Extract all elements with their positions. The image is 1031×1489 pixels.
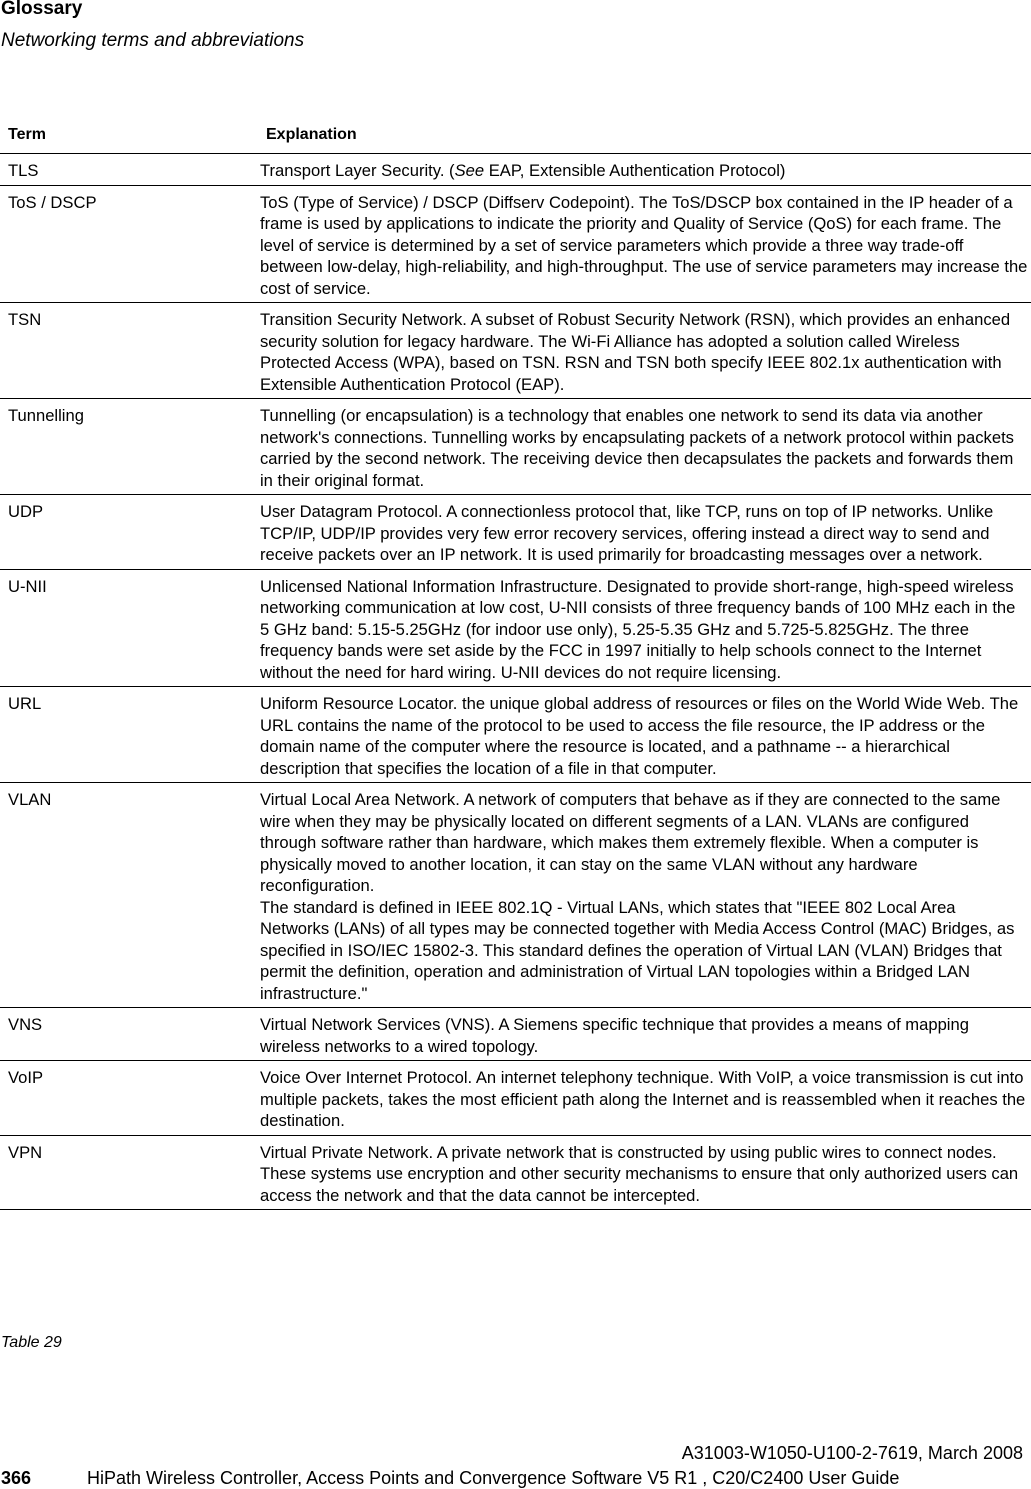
table-row (0, 495, 1031, 570)
explanation-text: EAP, Extensible Authentication Protocol) (484, 161, 786, 180)
table-row (0, 399, 1031, 495)
term-cell: TSN (0, 303, 258, 399)
page-footer (1, 1467, 1027, 1489)
explanation-cell: Unlicensed National Information Infrastructure. Designated to provide short-range, high-speed wireless networking communication at low cost, U-NII consists of three frequency bands of 100 MHz each in the 5 GHz band: 5.15-5.25GHz (for indoor use only), 5.25-5.35 GHz and 5.725-5.825GHz. The three frequency bands were set aside by the FCC in 1997 initially to help schools connect to the Internet without the need for hard wiring. U-NII devices do not require licensing. (258, 569, 1031, 687)
table-row (0, 1061, 1031, 1136)
column-header-term: Term (0, 115, 258, 154)
page-subtitle: Networking terms and abbreviations (1, 30, 305, 51)
term-cell: UDP (0, 495, 258, 570)
table-row (0, 1008, 1031, 1061)
explanation-cell (258, 783, 1031, 1008)
explanation-cell: ToS (Type of Service) / DSCP (Diffserv Codepoint). The ToS/DSCP box contained in the IP header of a frame is used by applications to indicate the priority and Quality of Service (QoS) for each frame. The level of service is determined by a set of service parameters which provide a three way trade-off between low-delay, high-reliability, and high-throughput. The use of service parameters may increase the cost of service. (258, 185, 1031, 303)
term-cell: VPN (0, 1135, 258, 1210)
explanation-cell: User Datagram Protocol. A connectionless protocol that, like TCP, runs on top of IP networks. Unlike TCP/IP, UDP/IP provides very few error recovery services, offering instead a direct way to send and receive packets over an IP network. It is used primarily for broadcasting messages over a network. (258, 495, 1031, 570)
explanation-cell: Uniform Resource Locator. the unique global address of resources or files on the World Wide Web. The URL contains the name of the protocol to be used to access the file resource, the IP address or the domain name of the computer where the resource is located, and a pathname -- a hierarchical description that specifies the location of a file in that computer. (258, 687, 1031, 783)
table-row (0, 687, 1031, 783)
guide-title: HiPath Wireless Controller, Access Points and Convergence Software V5 R1 , C20/C2400 User Guide (87, 1468, 900, 1488)
document-id: A31003-W1050-U100-2-7619, March 2008 (681, 1443, 1023, 1463)
term-cell: Tunnelling (0, 399, 258, 495)
explanation-cell: Virtual Private Network. A private network that is constructed by using public wires to connect nodes. These systems use encryption and other security mechanisms to ensure that only authorized users can access the network and that the data cannot be intercepted. (258, 1135, 1031, 1210)
table-row (0, 1135, 1031, 1210)
page-number: 366 (1, 1468, 32, 1488)
term-cell: VLAN (0, 783, 258, 1008)
term-cell: ToS / DSCP (0, 185, 258, 303)
table-row (0, 783, 1031, 1008)
explanation-paragraph: The standard is defined in IEEE 802.1Q - Virtual LANs, which states that "IEEE 802 Local Area Networks (LANs) of all types may be connected together with Media Access Control (MAC) Bridges, as specified in ISO/IEC 15802-3. This standard defines the operation of Virtual LAN (VLAN) Bridges that permit the definition, operation and administration of Virtual LAN topologies within a Bridged LAN infrastructure." (260, 897, 1015, 1003)
page-title: Glossary (1, 0, 83, 19)
table-row (0, 569, 1031, 687)
term-cell: VNS (0, 1008, 258, 1061)
column-header-explanation: Explanation (258, 115, 1031, 154)
explanation-cell: Voice Over Internet Protocol. An internet telephony technique. With VoIP, a voice transmission is cut into multiple packets, takes the most efficient path along the Internet and is reassembled when it reaches the destination. (258, 1061, 1031, 1136)
table-caption: Table 29 (1, 1334, 62, 1351)
see-reference: See (454, 161, 485, 180)
explanation-cell: Transition Security Network. A subset of Robust Security Network (RSN), which provides an enhanced security solution for legacy hardware. The Wi-Fi Alliance has adopted a solution called Wireless Protected Access (WPA), based on TSN. RSN and TSN both specify IEEE 802.1x authentication with Extensible Authentication Protocol (EAP). (258, 303, 1031, 399)
table-row (0, 154, 1031, 186)
explanation-text: Transport Layer Security. ( (260, 161, 455, 180)
explanation-cell: Tunnelling (or encapsulation) is a technology that enables one network to send its data via another network's connections. Tunnelling works by encapsulating packets of a network protocol within packets carried by the second network. The receiving device then decapsulates the packets and forwards them in their original format. (258, 399, 1031, 495)
explanation-cell (258, 154, 1031, 186)
glossary-table (0, 115, 1031, 1210)
explanation-cell: Virtual Network Services (VNS). A Siemens specific technique that provides a means of mapping wireless networks to a wired topology. (258, 1008, 1031, 1061)
table-row (0, 303, 1031, 399)
table-header-row (0, 115, 1031, 154)
term-cell: VoIP (0, 1061, 258, 1136)
table-row (0, 185, 1031, 303)
term-cell: URL (0, 687, 258, 783)
explanation-paragraph: Virtual Local Area Network. A network of computers that behave as if they are connected to the same wire when they may be physically located on different segments of a LAN. VLANs are configured through software rather than hardware, which makes them extremely flexible. When a computer is physically moved to another location, it can stay on the same VLAN without any hardware reconfiguration. (260, 790, 1001, 895)
term-cell: TLS (0, 154, 258, 186)
term-cell: U-NII (0, 569, 258, 687)
